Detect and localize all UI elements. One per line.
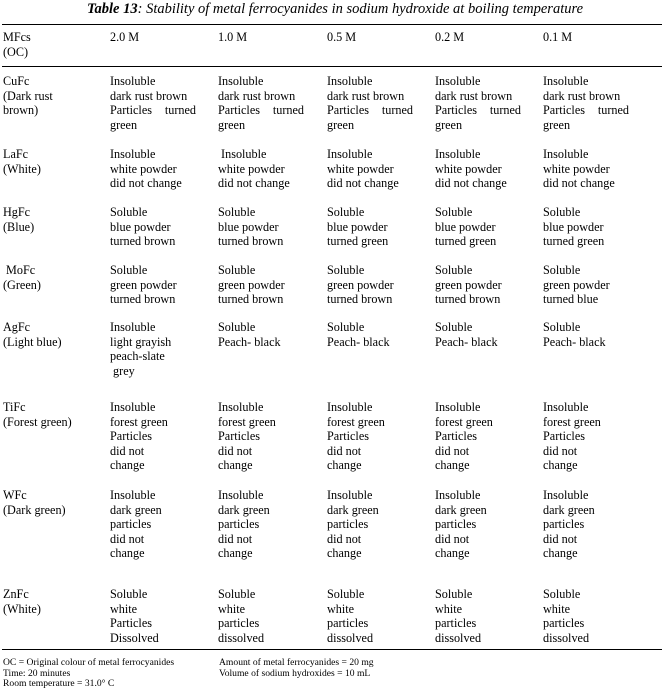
table-cell: Insoluble white powder did not change: [110, 147, 182, 191]
table-cell: Soluble green powder turned blue: [543, 263, 610, 307]
cell-line: green: [543, 117, 571, 132]
table-cell: Insoluble forest green Particles did not change: [110, 400, 168, 473]
table-cell: Insoluble dark green particles did not change: [327, 488, 379, 561]
table-cell: Soluble green powder turned brown: [110, 263, 177, 307]
cell-line: Insoluble: [543, 74, 589, 88]
header-concentration: 0.1 M: [543, 30, 573, 44]
header-rule: [2, 66, 662, 67]
table-cell: [218, 74, 304, 132]
table-cell: Soluble blue powder turned brown: [218, 205, 284, 249]
cell-word: turned: [164, 103, 196, 118]
row-compound: ZnFc (White): [3, 587, 41, 616]
cell-line: Insoluble: [218, 74, 264, 88]
cell-line: dark rust brown: [435, 88, 513, 103]
cell-line: [327, 103, 413, 118]
cell-line: green: [110, 117, 138, 132]
bottom-rule: [2, 649, 662, 650]
table-cell: [327, 74, 413, 132]
row-compound: MoFc (Green): [3, 263, 41, 292]
row-compound: WFc (Dark green): [3, 488, 66, 517]
cell-line: [218, 103, 304, 118]
row-compound: TiFc (Forest green): [3, 400, 72, 429]
header-concentration: 0.5 M: [327, 30, 357, 44]
table-cell: Soluble white particles dissolved: [327, 587, 374, 645]
table-cell: Soluble white particles dissolved: [218, 587, 265, 645]
table-cell: [543, 74, 629, 132]
cell-line: dark rust brown: [543, 88, 621, 103]
cell-word: Particles: [435, 103, 477, 118]
table-cell: Soluble green powder turned brown: [435, 263, 502, 307]
table-cell: [435, 74, 521, 132]
header-concentration: 0.2 M: [435, 30, 465, 44]
cell-word: Particles: [543, 103, 585, 118]
cell-word: turned: [381, 103, 413, 118]
table-cell: Insoluble dark green particles did not change: [110, 488, 162, 561]
table-cell: Insoluble forest green Particles did not change: [435, 400, 493, 473]
row-compound: HgFc (Blue): [3, 205, 35, 234]
cell-line: green: [327, 117, 355, 132]
row-compound: LaFc (White): [3, 147, 41, 176]
table-cell: Soluble blue powder turned brown: [110, 205, 176, 249]
cell-word: Particles: [327, 103, 369, 118]
cell-line: [435, 103, 521, 118]
cell-word: Particles: [110, 103, 152, 118]
cell-line: Insoluble: [327, 74, 373, 88]
table-cell: Insoluble forest green Particles did not change: [543, 400, 601, 473]
table-label: Table 13: [86, 1, 138, 17]
table-cell: Soluble green powder turned brown: [218, 263, 285, 307]
cell-line: Insoluble: [435, 74, 481, 88]
cell-line: green: [218, 117, 246, 132]
table-cell: [110, 74, 196, 132]
table-cell: Insoluble white powder did not change: [435, 147, 507, 191]
cell-line: green: [435, 117, 463, 132]
table-cell: Insoluble light grayish peach-slate grey: [110, 320, 172, 378]
table-cell: Soluble green powder turned brown: [327, 263, 394, 307]
row-compound: CuFc (Dark rust brown): [3, 74, 53, 118]
cell-line: dark rust brown: [110, 88, 188, 103]
header-concentration: 2.0 M: [110, 30, 140, 44]
footnote-left: OC = Original colour of metal ferrocyanides Time: 20 minutes Room temperature = 31.0° C: [3, 657, 175, 690]
cell-line: dark rust brown: [327, 88, 405, 103]
table-cell: Soluble Peach- black: [218, 320, 281, 349]
cell-line: dark rust brown: [218, 88, 296, 103]
table-cell: Soluble white particles dissolved: [543, 587, 590, 645]
table-cell: Soluble blue powder turned green: [435, 205, 497, 249]
table-cell: Insoluble white powder did not change: [327, 147, 399, 191]
table-cell: Soluble white particles dissolved: [435, 587, 482, 645]
table-cell: Soluble blue powder turned green: [543, 205, 605, 249]
header-mfcs: MFcs (OC): [3, 30, 31, 59]
row-compound: AgFc (Light blue): [3, 320, 62, 349]
table-cell: Soluble Peach- black: [435, 320, 498, 349]
table-cell: Insoluble white powder did not change: [543, 147, 615, 191]
table-cell: Insoluble dark green particles did not change: [435, 488, 487, 561]
table-cell: Insoluble forest green Particles did not change: [327, 400, 385, 473]
cell-word: Particles: [218, 103, 260, 118]
cell-line: [110, 103, 196, 118]
cell-word: turned: [597, 103, 629, 118]
cell-word: turned: [489, 103, 521, 118]
table-cell: Insoluble dark green particles did not change: [218, 488, 270, 561]
cell-word: turned: [272, 103, 304, 118]
table-cell: Insoluble white powder did not change: [218, 147, 290, 191]
cell-line: Insoluble: [110, 74, 156, 88]
caption-text: : Stability of metal ferrocyanides in sodium hydroxide at boiling temperature: [137, 1, 584, 17]
footnote-right: Amount of metal ferrocyanides = 20 mg Volume of sodium hydroxides = 10 mL: [219, 657, 374, 679]
table-cell: Insoluble forest green Particles did not change: [218, 400, 276, 473]
cell-line: [543, 103, 629, 118]
table-cell: Soluble Peach- black: [327, 320, 390, 349]
table-cell: Soluble white Particles Dissolved: [110, 587, 159, 645]
table-cell: Soluble blue powder turned green: [327, 205, 389, 249]
table-cell: Soluble Peach- black: [543, 320, 606, 349]
table-cell: Insoluble dark green particles did not change: [543, 488, 595, 561]
header-concentration: 1.0 M: [218, 30, 248, 44]
top-rule: [2, 24, 662, 25]
table-caption: [0, 1, 670, 18]
